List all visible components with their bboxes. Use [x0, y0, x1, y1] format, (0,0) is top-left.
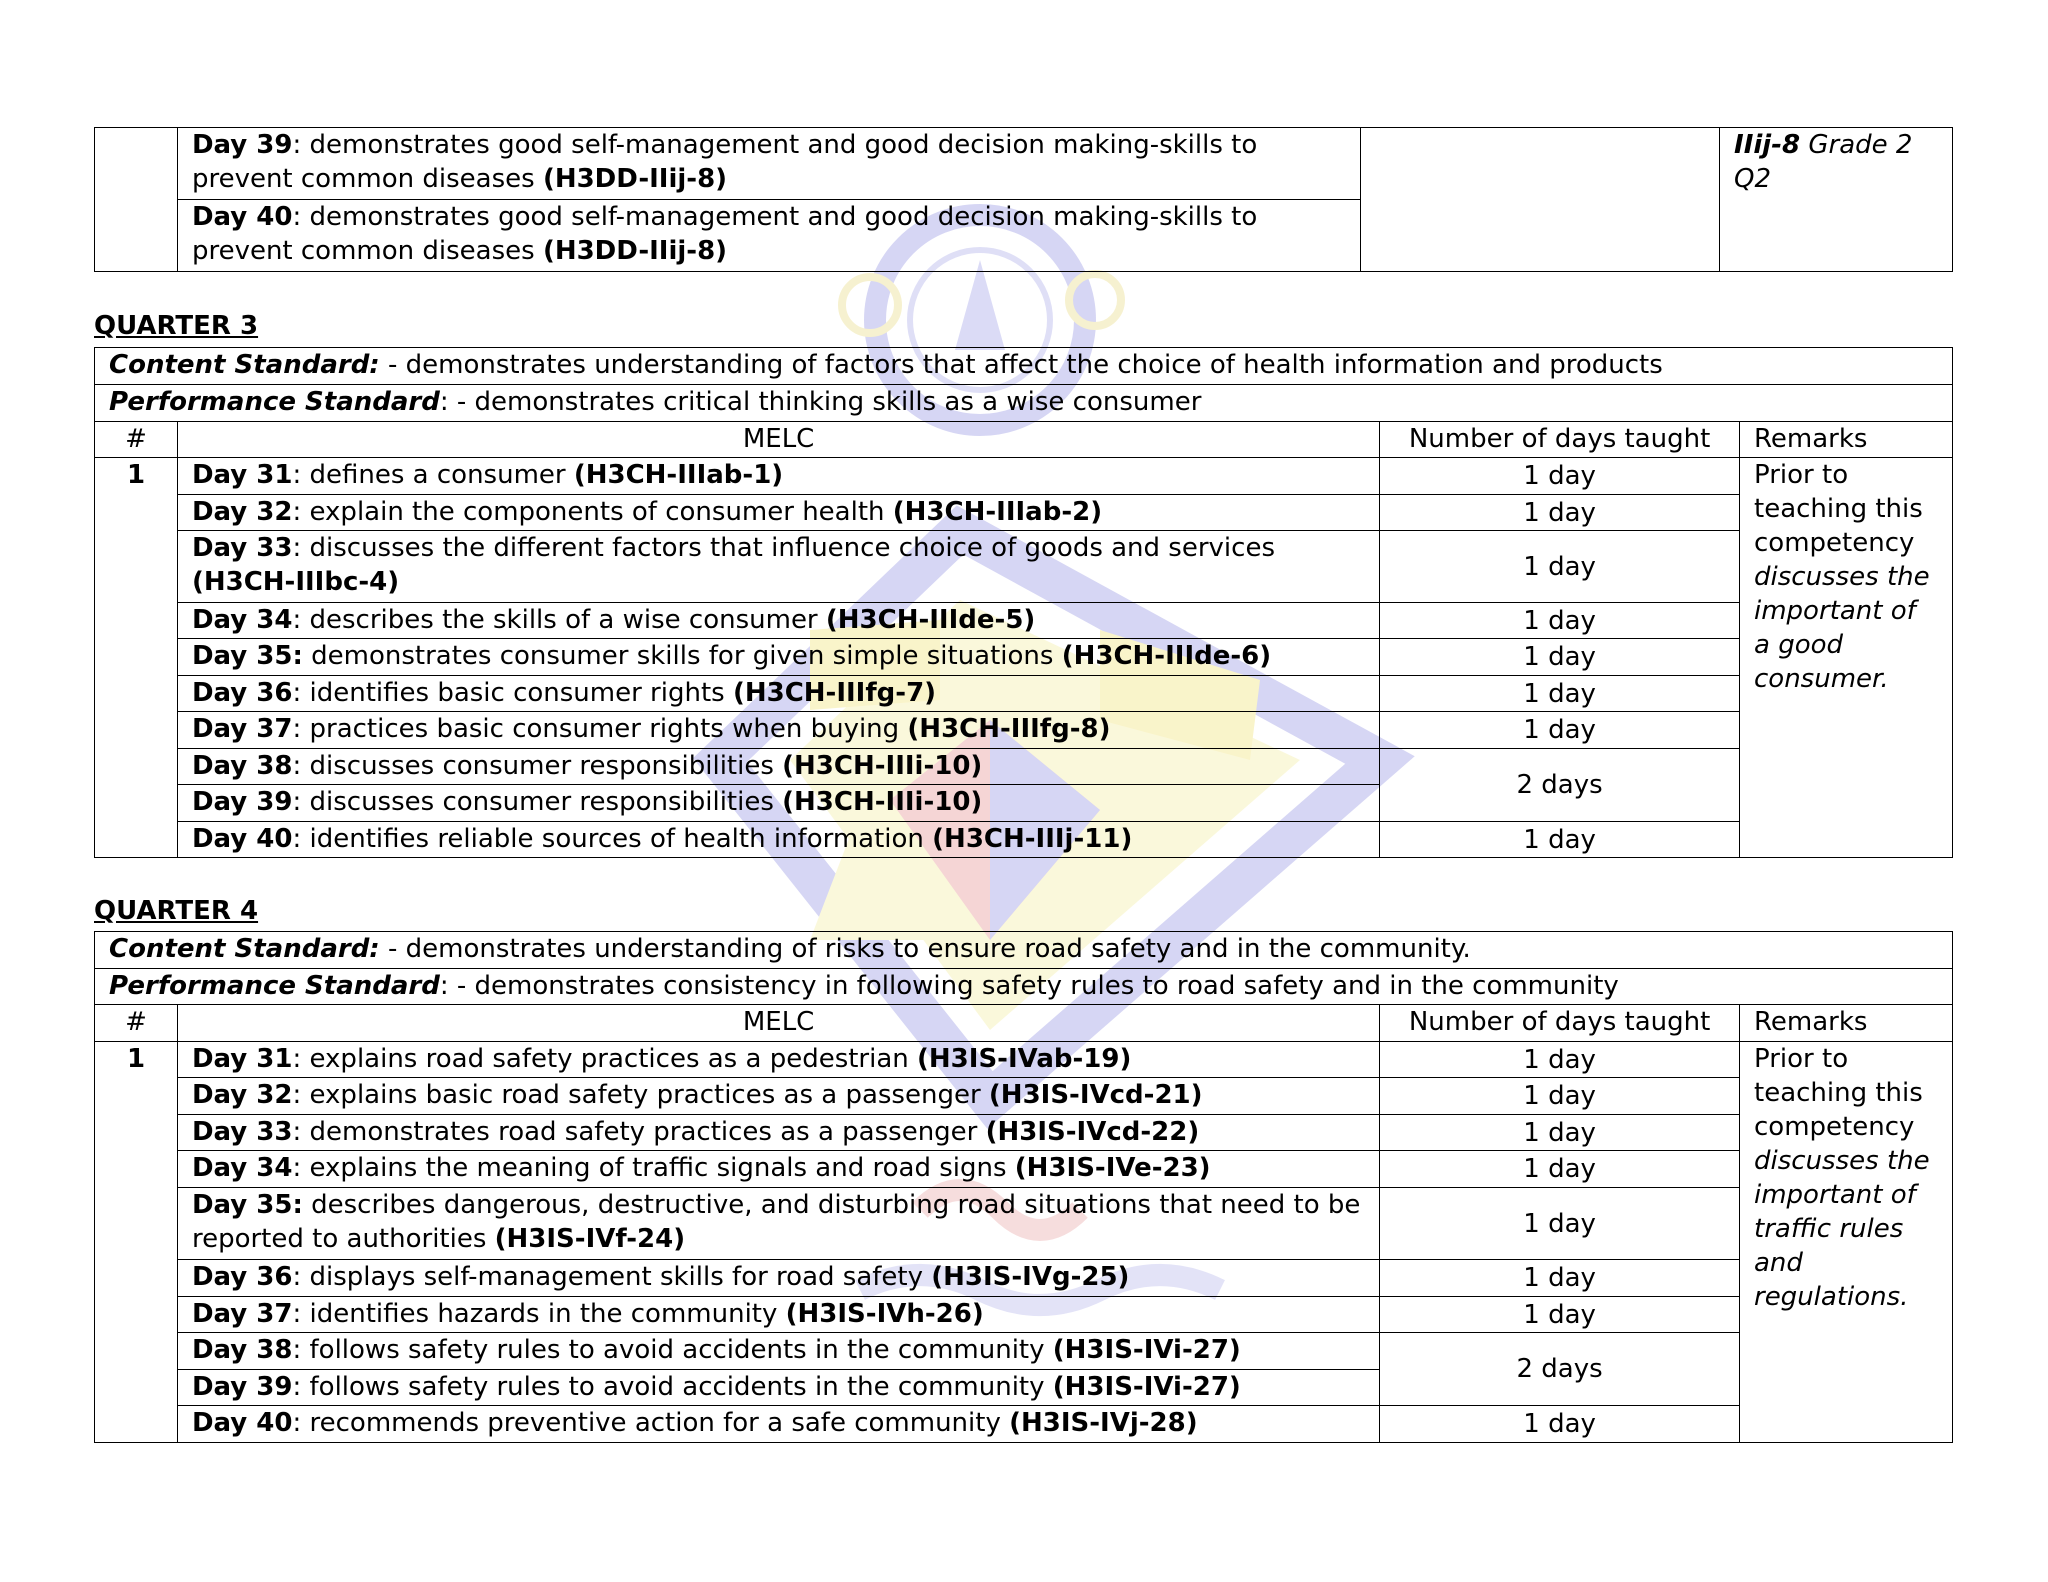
melc-cell: Day 38: discusses consumer responsibilities (H3CH-IIIi-10)	[177, 749, 1379, 785]
days-cell: 1 day	[1380, 531, 1740, 603]
melc-cell: Day 34: explains the meaning of traffic signals and road signs (H3IS-IVe-23)	[177, 1151, 1379, 1188]
melc-cell: Day 34: describes the skills of a wise consumer (H3CH-IIIde-5)	[177, 603, 1379, 639]
table-row	[95, 458, 1953, 495]
table-row	[95, 1333, 1953, 1370]
days-cell: 1 day	[1380, 1115, 1740, 1151]
table-row	[95, 495, 1953, 531]
melc-cell: Day 38: follows safety rules to avoid accidents in the community (H3IS-IVi-27)	[177, 1333, 1379, 1370]
melc-cell: Day 35: describes dangerous, destructive, and disturbing road situations that need to be reported to authorities (H3IS-IVf-24)	[177, 1188, 1379, 1260]
days-cell: 1 day	[1380, 1260, 1740, 1297]
table-row	[95, 676, 1953, 712]
days-cell: 1 day	[1380, 1078, 1740, 1115]
days-cell: 2 days	[1380, 749, 1740, 822]
melc-cell: Day 33: discusses the different factors that influence choice of goods and services (H3CH-IIIbc-4)	[177, 531, 1379, 603]
melc-cell: Day 36: displays self-management skills for road safety (H3IS-IVg-25)	[177, 1260, 1379, 1297]
content-standard-row	[95, 932, 1953, 969]
quarter-3-heading: QUARTER 3	[94, 311, 259, 341]
days-cell: 1 day	[1380, 458, 1740, 495]
table-row	[95, 1260, 1953, 1297]
header-num: #	[95, 1005, 178, 1042]
melc-cell: Day 39: demonstrates good self-management and good decision making-skills to prevent common diseases (H3DD-IIij-8)	[177, 128, 1360, 200]
melc-cell: Day 32: explain the components of consumer health (H3CH-IIIab-2)	[177, 495, 1379, 531]
table-row	[95, 639, 1953, 676]
table-row	[95, 822, 1953, 858]
header-melc: MELC	[177, 422, 1379, 458]
days-cell: 1 day	[1380, 1042, 1740, 1078]
table-row	[95, 531, 1953, 603]
table-row	[95, 1297, 1953, 1333]
header-days: Number of days taught	[1380, 1005, 1740, 1042]
performance-standard: Performance Standard: - demonstrates critical thinking skills as a wise consumer	[95, 385, 1953, 422]
table-row	[95, 712, 1953, 749]
header-days: Number of days taught	[1380, 422, 1740, 458]
melc-cell: Day 31: explains road safety practices as a pedestrian (H3IS-IVab-19)	[177, 1042, 1379, 1078]
melc-cell: Day 40: recommends preventive action for a safe community (H3IS-IVj-28)	[177, 1406, 1379, 1443]
quarter-4-table	[94, 931, 1953, 1443]
content-standard: Content Standard: - demonstrates understanding of risks to ensure road safety and in the community.	[95, 932, 1953, 969]
header-remarks: Remarks	[1740, 1005, 1953, 1042]
remarks-cell: IIij-8 Grade 2 Q2	[1720, 128, 1953, 272]
table-row	[95, 1078, 1953, 1115]
days-cell: 1 day	[1380, 495, 1740, 531]
table-row	[95, 1115, 1953, 1151]
table-row	[95, 1151, 1953, 1188]
days-cell: 1 day	[1380, 712, 1740, 749]
header-num: #	[95, 422, 178, 458]
header-melc: MELC	[177, 1005, 1379, 1042]
melc-cell: Day 32: explains basic road safety practices as a passenger (H3IS-IVcd-21)	[177, 1078, 1379, 1115]
melc-cell: Day 36: identifies basic consumer rights (H3CH-IIIfg-7)	[177, 676, 1379, 712]
days-cell: 1 day	[1380, 1297, 1740, 1333]
content-standard-row	[95, 348, 1953, 385]
remarks-cell: Prior to teaching this competency discusses the important of a good consumer.	[1740, 458, 1953, 858]
quarter-4-heading: QUARTER 4	[94, 896, 259, 926]
table-row	[95, 603, 1953, 639]
table-row	[95, 1406, 1953, 1443]
melc-cell: Day 40: identifies reliable sources of health information (H3CH-IIIj-11)	[177, 822, 1379, 858]
row-number: 1	[95, 1042, 178, 1443]
days-cell: 1 day	[1380, 1188, 1740, 1260]
melc-cell: Day 37: identifies hazards in the community (H3IS-IVh-26)	[177, 1297, 1379, 1333]
table-row	[95, 1188, 1953, 1260]
days-cell: 1 day	[1380, 676, 1740, 712]
header-remarks: Remarks	[1740, 422, 1953, 458]
melc-cell: Day 40: demonstrates good self-management and good decision making-skills to prevent common diseases (H3DD-IIij-8)	[177, 200, 1360, 272]
days-cell: 1 day	[1380, 603, 1740, 639]
performance-standard-row	[95, 969, 1953, 1005]
performance-standard: Performance Standard: - demonstrates consistency in following safety rules to road safety and in the community	[95, 969, 1953, 1005]
days-cell: 1 day	[1380, 822, 1740, 858]
remarks-cell: Prior to teaching this competency discusses the important of traffic rules and regulations.	[1740, 1042, 1953, 1443]
days-cell: 1 day	[1380, 1151, 1740, 1188]
melc-cell: Day 39: discusses consumer responsibilities (H3CH-IIIi-10)	[177, 785, 1379, 822]
days-cell: 1 day	[1380, 1406, 1740, 1443]
table-row	[95, 128, 1953, 200]
header-row	[95, 422, 1953, 458]
melc-cell: Day 33: demonstrates road safety practices as a passenger (H3IS-IVcd-22)	[177, 1115, 1379, 1151]
table-row	[95, 749, 1953, 785]
melc-cell: Day 35: demonstrates consumer skills for given simple situations (H3CH-IIIde-6)	[177, 639, 1379, 676]
row-number: 1	[95, 458, 178, 858]
header-row	[95, 1005, 1953, 1042]
melc-cell: Day 39: follows safety rules to avoid accidents in the community (H3IS-IVi-27)	[177, 1370, 1379, 1406]
quarter-3-table	[94, 347, 1953, 858]
content-standard: Content Standard: - demonstrates understanding of factors that affect the choice of health information and products	[95, 348, 1953, 385]
melc-cell: Day 37: practices basic consumer rights when buying (H3CH-IIIfg-8)	[177, 712, 1379, 749]
table-row	[95, 1042, 1953, 1078]
days-cell	[1361, 128, 1720, 272]
num-cell	[95, 128, 178, 272]
days-cell: 2 days	[1380, 1333, 1740, 1406]
performance-standard-row	[95, 385, 1953, 422]
days-cell: 1 day	[1380, 639, 1740, 676]
q2-continuation-table	[94, 127, 1953, 272]
melc-cell: Day 31: defines a consumer (H3CH-IIIab-1)	[177, 458, 1379, 495]
